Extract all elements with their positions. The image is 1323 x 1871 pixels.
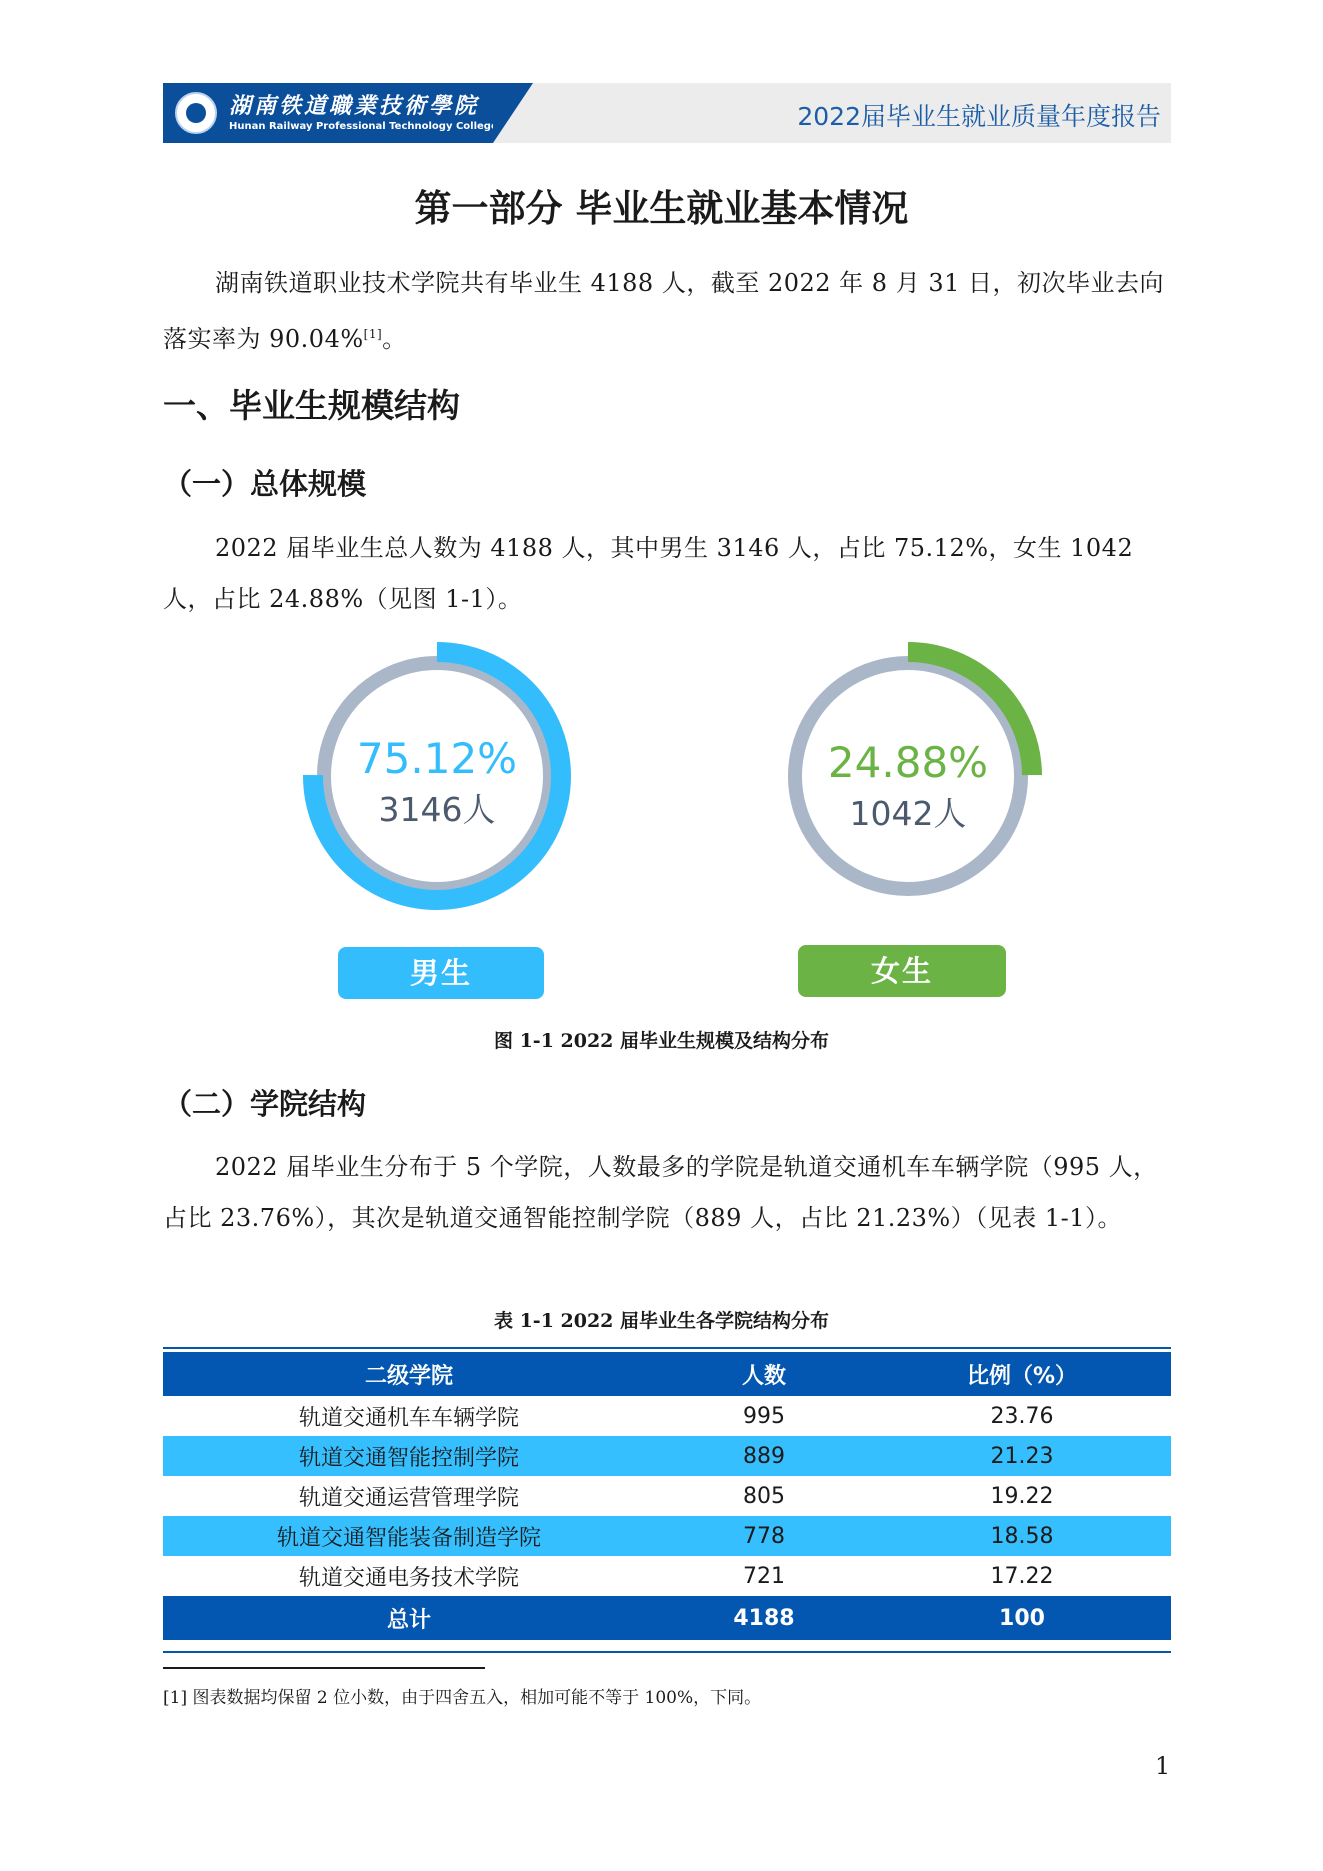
cell-count: 805 bbox=[743, 1483, 785, 1509]
subsection-heading-overall: （一）总体规模 bbox=[163, 467, 367, 501]
overall-text: 2022 届毕业生总人数为 4188 人，其中男生 3146 人，占比 75.12%，女生 1042 人，占比 24.88%（见图 1-1）。 bbox=[163, 534, 1134, 613]
college-paragraph bbox=[163, 1142, 1171, 1244]
cell-ratio: 21.23 bbox=[873, 1436, 1171, 1476]
cell-ratio: 19.22 bbox=[990, 1483, 1054, 1509]
part-title: 第一部分 毕业生就业基本情况 bbox=[414, 187, 909, 230]
college-text: 2022 届毕业生分布于 5 个学院，人数最多的学院是轨道交通机车车辆学院（995 人，占比 23.76%），其次是轨道交通智能控制学院（889 人，占比 21.23%）（见表 1-1）。 bbox=[163, 1153, 1158, 1232]
banner-tail bbox=[493, 83, 533, 143]
footnote-ref: [1] bbox=[363, 327, 383, 341]
figure-caption: 图 1-1 2022 届毕业生规模及结构分布 bbox=[493, 1030, 830, 1052]
cell-count: 721 bbox=[743, 1563, 785, 1589]
table-row bbox=[163, 1396, 1171, 1436]
overall-paragraph bbox=[163, 523, 1171, 625]
footnote: [1] 图表数据均保留 2 位小数，由于四舍五入，相加可能不等于 100%，下同。 bbox=[163, 1688, 762, 1708]
female-percent: 24.88% bbox=[827, 738, 989, 787]
male-donut bbox=[297, 636, 577, 916]
header-ratio: 比例（%） bbox=[873, 1352, 1171, 1396]
table-bottom-rule bbox=[163, 1651, 1171, 1653]
male-percent: 75.12% bbox=[356, 734, 518, 783]
table-top-rule bbox=[163, 1347, 1171, 1349]
female-count: 1042人 bbox=[849, 794, 967, 833]
table-total-row bbox=[163, 1596, 1171, 1640]
college-name-cn: 湖南铁道職業技術學院 bbox=[229, 93, 480, 119]
table-header-row bbox=[163, 1352, 1171, 1396]
cell-college: 轨道交通电务技术学院 bbox=[298, 1565, 519, 1591]
total-ratio: 100 bbox=[873, 1596, 1171, 1640]
female-donut bbox=[768, 636, 1048, 916]
page-number: 1 bbox=[1155, 1752, 1171, 1780]
male-label-badge: 男生 bbox=[338, 947, 544, 999]
college-banner bbox=[163, 83, 498, 143]
male-count: 3146人 bbox=[378, 790, 496, 829]
page-header bbox=[163, 83, 1171, 143]
college-table bbox=[163, 1352, 1171, 1640]
intro-text: 湖南铁道职业技术学院共有毕业生 4188 人，截至 2022 年 8 月 31 日，初次毕业去向落实率为 90.04% bbox=[163, 269, 1164, 353]
total-count: 4188 bbox=[655, 1596, 873, 1640]
cell-college: 轨道交通机车车辆学院 bbox=[298, 1405, 519, 1431]
subsection-heading-college: （二）学院结构 bbox=[163, 1087, 367, 1121]
table-row bbox=[163, 1556, 1171, 1596]
footnote-separator bbox=[163, 1667, 485, 1669]
female-label-badge: 女生 bbox=[798, 945, 1006, 997]
cell-count: 889 bbox=[655, 1436, 873, 1476]
table-row bbox=[163, 1516, 1171, 1556]
total-label: 总计 bbox=[163, 1596, 655, 1640]
cell-count: 995 bbox=[743, 1403, 785, 1429]
table-row bbox=[163, 1436, 1171, 1476]
section-heading: 一、毕业生规模结构 bbox=[163, 386, 460, 425]
cell-college: 轨道交通运营管理学院 bbox=[298, 1485, 519, 1511]
table-row bbox=[163, 1476, 1171, 1516]
report-title: 2022届毕业生就业质量年度报告 bbox=[797, 102, 1161, 131]
cell-ratio: 17.22 bbox=[990, 1563, 1054, 1589]
cell-ratio: 23.76 bbox=[990, 1403, 1054, 1429]
header-count: 人数 bbox=[655, 1352, 873, 1396]
cell-ratio: 18.58 bbox=[873, 1516, 1171, 1556]
intro-end: 。 bbox=[382, 325, 407, 353]
cell-count: 778 bbox=[655, 1516, 873, 1556]
college-name-en: Hunan Railway Professional Technology College bbox=[229, 121, 498, 132]
table-caption: 表 1-1 2022 届毕业生各学院结构分布 bbox=[493, 1310, 830, 1332]
cell-college: 轨道交通智能装备制造学院 bbox=[163, 1516, 655, 1556]
cell-college: 轨道交通智能控制学院 bbox=[163, 1436, 655, 1476]
college-emblem-icon bbox=[175, 92, 217, 134]
header-college: 二级学院 bbox=[163, 1352, 655, 1396]
intro-paragraph bbox=[163, 258, 1171, 365]
